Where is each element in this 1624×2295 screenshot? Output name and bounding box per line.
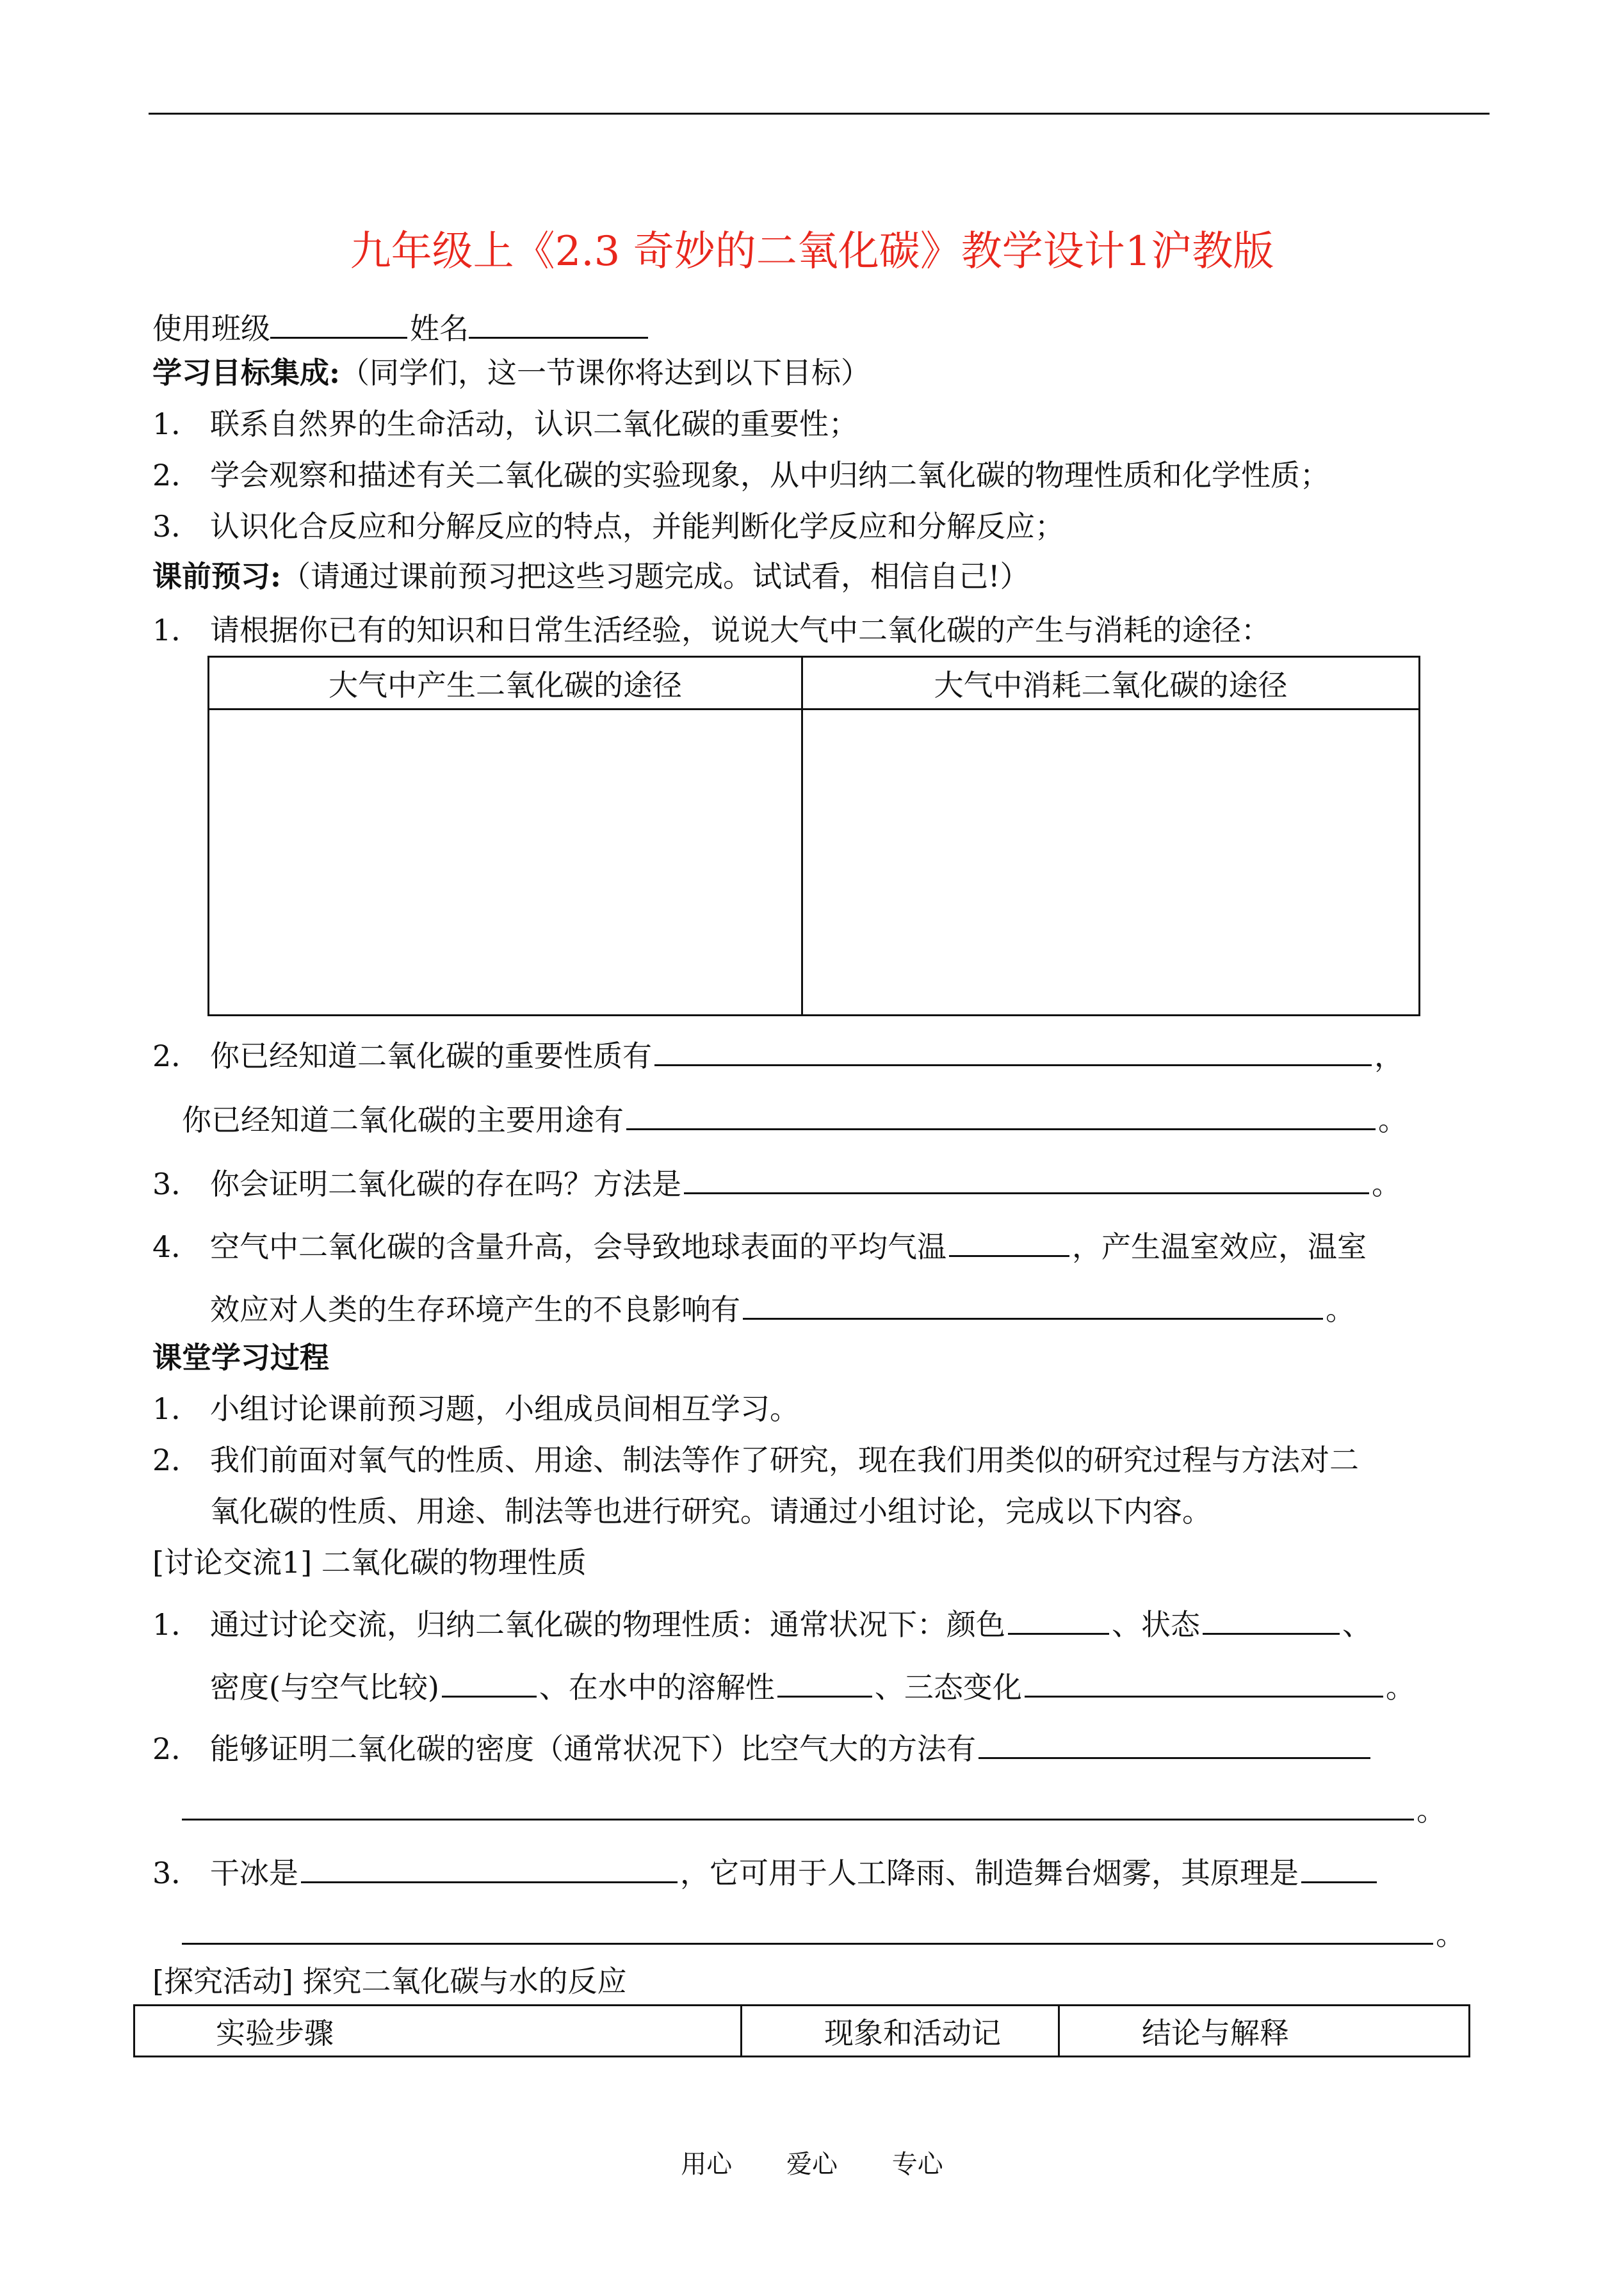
goals-heading: 学习目标集成: bbox=[152, 355, 340, 390]
preview-heading: 课前预习: bbox=[152, 559, 281, 594]
preview-question-2b bbox=[182, 1100, 1408, 1139]
inquiry-topic: 探究二氧化碳与水的反应 bbox=[302, 1964, 627, 1999]
item-text: 我们前面对氧气的性质、用途、制法等作了研究，现在我们用类似的研究过程与方法对二 bbox=[210, 1443, 1359, 1477]
goal-item bbox=[152, 405, 858, 443]
punctuation: 。 bbox=[1372, 1167, 1401, 1201]
question-text: 、三态变化 bbox=[874, 1670, 1022, 1705]
item-number: 1． bbox=[152, 1391, 201, 1426]
density-answer-line[interactable] bbox=[442, 1667, 537, 1698]
question-text: 请根据你已有的知识和日常生活经验，说说大气中二氧化碳的产生与消耗的途径： bbox=[210, 613, 1271, 647]
question-text: 你已经知道二氧化碳的重要性质有 bbox=[210, 1039, 652, 1073]
punctuation: 。 bbox=[1378, 1103, 1408, 1137]
discussion-question-2 bbox=[152, 1729, 1373, 1768]
discussion-question-1 bbox=[152, 1605, 1372, 1644]
question-text: 、在水中的溶解性 bbox=[539, 1670, 775, 1705]
punctuation: 。 bbox=[1436, 1917, 1465, 1952]
question-text: 、状态 bbox=[1112, 1607, 1200, 1642]
solubility-answer-line[interactable] bbox=[777, 1667, 872, 1698]
classroom-item bbox=[152, 1441, 1359, 1479]
discussion-question-3-cont bbox=[182, 1915, 1465, 1954]
question-number: 3． bbox=[152, 1167, 201, 1201]
answer-line[interactable] bbox=[182, 1790, 1414, 1821]
table-header-text: 现象和活动记 bbox=[824, 2015, 1001, 2050]
inquiry-heading: [探究活动] bbox=[152, 1964, 293, 1999]
preview-heading-line bbox=[152, 557, 1029, 596]
page-title: 九年级上《2.3 奇妙的二氧化碳》教学设计1沪教版 bbox=[350, 228, 1274, 275]
inquiry-heading-line bbox=[152, 1962, 627, 2000]
principle-answer-line[interactable] bbox=[1301, 1853, 1377, 1883]
col-observations bbox=[742, 2006, 1059, 2057]
footer-motto: 专心 bbox=[891, 2150, 943, 2179]
preview-note: （请通过课前预习把这些习题完成。试试看，相信自己!） bbox=[280, 559, 1030, 594]
goals-heading-line bbox=[152, 353, 870, 392]
punctuation: 、 bbox=[1342, 1607, 1372, 1642]
question-number: 2． bbox=[152, 1039, 201, 1073]
state-answer-line[interactable] bbox=[1203, 1605, 1340, 1635]
inquiry-table bbox=[133, 2004, 1470, 2057]
punctuation: 。 bbox=[1417, 1793, 1446, 1828]
class-input-line[interactable] bbox=[270, 309, 407, 339]
question-text: 能够证明二氧化碳的密度（通常状况下）比空气大的方法有 bbox=[210, 1731, 976, 1766]
discussion-question-2-cont bbox=[182, 1790, 1446, 1829]
col-conclusions bbox=[1059, 2006, 1470, 2057]
classroom-item-cont: 氧化碳的性质、用途、制法等也进行研究。请通过小组讨论，完成以下内容。 bbox=[210, 1494, 1212, 1529]
table-header-text: 大气中产生二氧化碳的途径 bbox=[329, 667, 682, 702]
goal-number: 2． bbox=[152, 458, 201, 492]
goal-text: 联系自然界的生命活动，认识二氧化碳的重要性； bbox=[210, 407, 858, 441]
col-experiment-steps bbox=[134, 2006, 742, 2057]
question-number: 3． bbox=[152, 1856, 201, 1890]
preview-question-4 bbox=[152, 1227, 1367, 1266]
footer-motto: 用心 bbox=[681, 2150, 733, 2179]
punctuation: ， bbox=[1374, 1039, 1404, 1073]
name-label: 姓名 bbox=[410, 311, 469, 346]
table-header-text: 结论与解释 bbox=[1142, 2015, 1289, 2050]
answer-line[interactable] bbox=[949, 1227, 1069, 1257]
discussion-heading: [讨论交流1] bbox=[152, 1545, 313, 1580]
question-number: 4． bbox=[152, 1229, 201, 1264]
goal-item bbox=[152, 456, 1329, 494]
question-number: 2． bbox=[152, 1731, 201, 1766]
question-text: ，产生温室效应，温室 bbox=[1072, 1229, 1367, 1264]
question-text: ，它可用于人工降雨、制造舞台烟雾，其原理是 bbox=[680, 1856, 1299, 1890]
classroom-heading: 课堂学习过程 bbox=[152, 1340, 329, 1375]
goal-text: 学会观察和描述有关二氧化碳的实验现象，从中归纳二氧化碳的物理性质和化学性质； bbox=[210, 458, 1329, 492]
co2-pathways-table bbox=[207, 656, 1420, 1016]
discussion-question-3 bbox=[152, 1853, 1379, 1892]
classroom-item bbox=[152, 1390, 799, 1428]
answer-line[interactable] bbox=[684, 1164, 1369, 1194]
question-text: 密度(与空气比较) bbox=[210, 1670, 439, 1705]
question-text: 你会证明二氧化碳的存在吗？方法是 bbox=[210, 1167, 681, 1201]
punctuation: 。 bbox=[1385, 1670, 1415, 1705]
answer-line[interactable] bbox=[743, 1290, 1323, 1320]
header-rule bbox=[149, 113, 1490, 115]
answer-line[interactable] bbox=[182, 1915, 1433, 1945]
table-header-text: 实验步骤 bbox=[216, 2015, 334, 2050]
answer-line[interactable] bbox=[654, 1036, 1372, 1066]
dry-ice-answer-line[interactable] bbox=[301, 1853, 678, 1883]
question-text: 效应对人类的生存环境产生的不良影响有 bbox=[210, 1292, 740, 1327]
question-text: 通过讨论交流，归纳二氧化碳的物理性质：通常状况下：颜色 bbox=[210, 1607, 1005, 1642]
discussion-topic: 二氧化碳的物理性质 bbox=[321, 1545, 587, 1580]
production-answer-cell[interactable] bbox=[209, 710, 802, 1016]
punctuation: 。 bbox=[1326, 1292, 1355, 1327]
answer-line[interactable] bbox=[978, 1729, 1370, 1759]
item-text: 小组讨论课前预习题，小组成员间相互学习。 bbox=[210, 1391, 799, 1426]
table-header-text: 大气中消耗二氧化碳的途径 bbox=[934, 667, 1288, 702]
question-text: 你已经知道二氧化碳的主要用途有 bbox=[182, 1103, 624, 1137]
question-number: 1． bbox=[152, 613, 201, 647]
question-text: 干冰是 bbox=[210, 1856, 298, 1890]
goals-note: （同学们，这一节课你将达到以下目标） bbox=[339, 355, 870, 390]
class-label: 使用班级 bbox=[152, 311, 270, 346]
discussion-question-1-cont bbox=[210, 1667, 1415, 1707]
question-number: 1． bbox=[152, 1607, 201, 1642]
goal-item bbox=[152, 507, 1064, 546]
name-input-line[interactable] bbox=[469, 309, 648, 339]
consumption-answer-cell[interactable] bbox=[802, 710, 1420, 1016]
goal-number: 1． bbox=[152, 407, 201, 441]
answer-line[interactable] bbox=[626, 1100, 1376, 1130]
goal-number: 3． bbox=[152, 509, 201, 544]
item-number: 2． bbox=[152, 1443, 201, 1477]
discussion-heading-line bbox=[152, 1543, 587, 1582]
preview-question-1 bbox=[152, 611, 1271, 649]
preview-question-3 bbox=[152, 1164, 1401, 1203]
color-answer-line[interactable] bbox=[1008, 1605, 1109, 1635]
preview-question-4-cont bbox=[210, 1290, 1355, 1329]
question-text: 空气中二氧化碳的含量升高，会导致地球表面的平均气温 bbox=[210, 1229, 946, 1264]
preview-question-2 bbox=[152, 1036, 1404, 1075]
phase-answer-line[interactable] bbox=[1025, 1667, 1383, 1698]
page-footer bbox=[0, 2144, 1624, 2180]
header-fields bbox=[152, 309, 651, 348]
goal-text: 认识化合反应和分解反应的特点，并能判断化学反应和分解反应； bbox=[210, 509, 1064, 544]
footer-motto: 爱心 bbox=[786, 2150, 838, 2179]
table-header-production bbox=[209, 657, 802, 710]
table-header-consumption bbox=[802, 657, 1420, 710]
